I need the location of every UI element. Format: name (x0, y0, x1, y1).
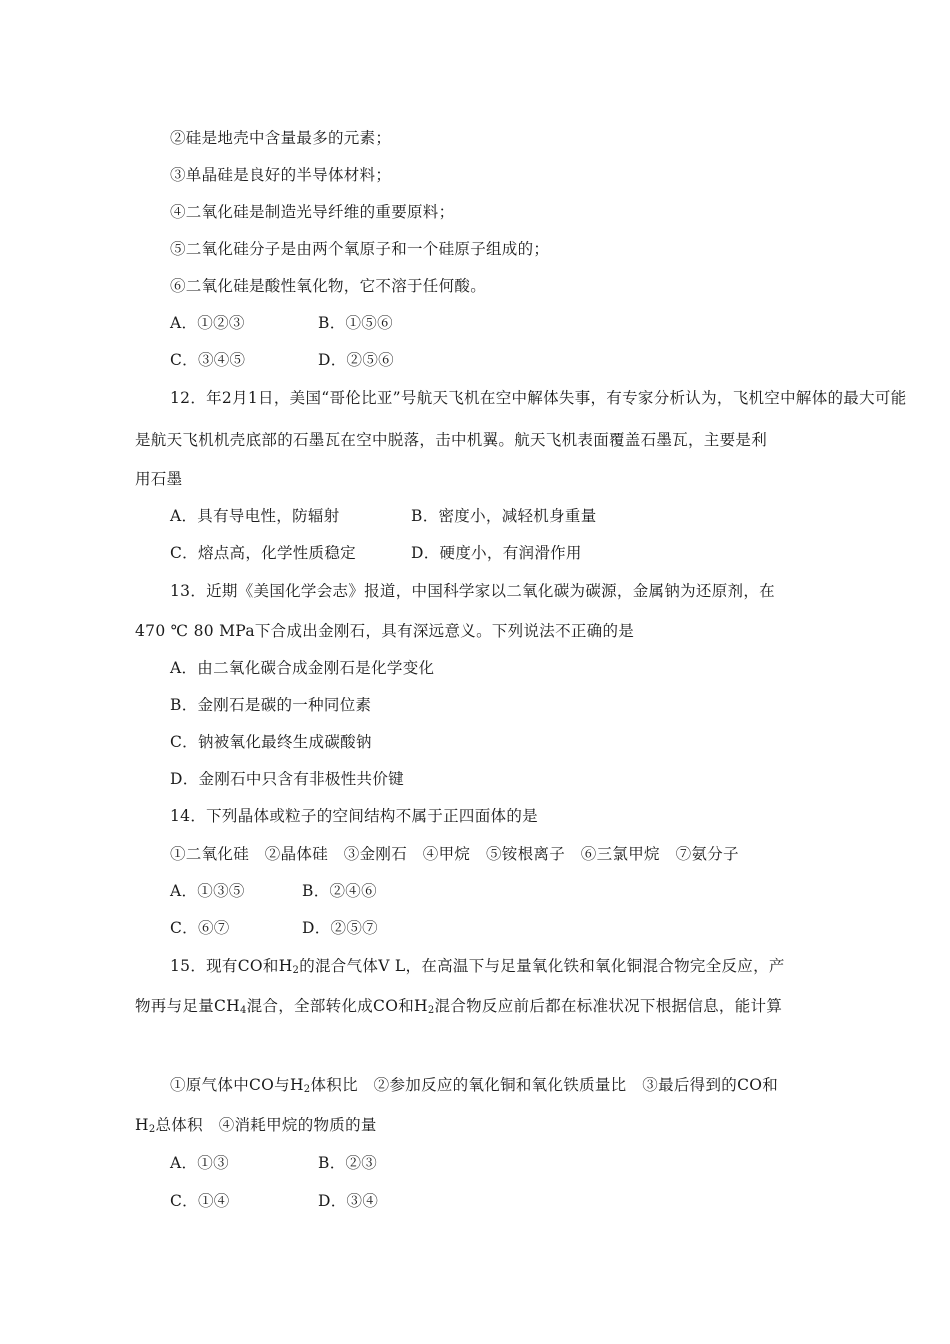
q13-option-d: D．金刚石中只含有非极性共价键 (170, 770, 404, 788)
q15-statements-line-2: $H_2$总体积 ④消耗甲烷的物质的量 (135, 1116, 377, 1135)
q12-option-b: B．密度小，减轻机身重量 (411, 507, 597, 525)
q14-stem: 14．下列晶体或粒子的空间结构不属于正四面体的是 (170, 807, 538, 825)
q15-stem-line-2: 物再与足量$CH_4$混合，全部转化成CO和$H_2$混合物反应前后都在标准状况下根据信息，能计算 (135, 997, 783, 1016)
q11-option-d: D．②⑤⑥ (318, 351, 394, 369)
q15-statements-line-1: ①原气体中CO与$H_2$体积比 ②参加反应的氧化铜和氧化铁质量比 ③最后得到的CO和 (170, 1076, 779, 1095)
q11-statement-4: ④二氧化硅是制造光导纤维的重要原料； (170, 203, 455, 221)
q14-option-a: A．①③⑤ (170, 882, 245, 900)
q15-option-c: C．①④ (170, 1192, 230, 1210)
q13-stem-line-2: 470 ℃ 80 MPa下合成出金刚石，具有深远意义。下列说法不正确的是 (135, 622, 635, 640)
q15-stem-line-1: 15．现有CO和$H_2$的混合气体V L，在高温下与足量氧化铁和氧化铜混合物完全反应，产 (170, 957, 785, 976)
q11-statement-6: ⑥二氧化硅是酸性氧化物，它不溶于任何酸。 (170, 277, 487, 295)
q12-stem-line-1: 12．年2月1日，美国“哥伦比亚”号航天飞机在空中解体失事，有专家分析认为，飞机空中解体的最大可能 (170, 389, 907, 407)
q14-items: ①二氧化硅 ②晶体硅 ③金刚石 ④甲烷 ⑤铵根离子 ⑥三氯甲烷 ⑦氨分子 (170, 845, 739, 863)
q11-statement-2: ②硅是地壳中含量最多的元素； (170, 129, 392, 147)
q12-stem-line-2: 是航天飞机机壳底部的石墨瓦在空中脱落，击中机翼。航天飞机表面覆盖石墨瓦，主要是利 (135, 431, 768, 449)
q15-option-b: B．②③ (318, 1154, 378, 1172)
q13-option-c: C．钠被氧化最终生成碳酸钠 (170, 733, 372, 751)
q12-stem-line-3: 用石墨 (135, 470, 183, 488)
q14-option-b: B．②④⑥ (302, 882, 377, 900)
q11-statement-3: ③单晶硅是良好的半导体材料； (170, 166, 392, 184)
q13-option-a: A．由二氧化碳合成金刚石是化学变化 (170, 659, 435, 677)
q14-option-d: D．②⑤⑦ (302, 919, 378, 937)
q11-option-b: B．①⑤⑥ (318, 314, 393, 332)
q13-stem-line-1: 13．近期《美国化学会志》报道，中国科学家以二氧化碳为碳源，金属钠为还原剂，在 (170, 582, 775, 600)
q12-option-d: D．硬度小，有润滑作用 (411, 544, 582, 562)
q12-option-c: C．熔点高，化学性质稳定 (170, 544, 356, 562)
q14-option-c: C．⑥⑦ (170, 919, 230, 937)
q15-option-d: D．③④ (318, 1192, 379, 1210)
q11-statement-5: ⑤二氧化硅分子是由两个氧原子和一个硅原子组成的； (170, 240, 550, 258)
q11-option-c: C．③④⑤ (170, 351, 246, 369)
q13-option-b: B．金刚石是碳的一种同位素 (170, 696, 372, 714)
q15-option-a: A．①③ (170, 1154, 229, 1172)
q12-option-a: A．具有导电性，防辐射 (170, 507, 340, 525)
q11-option-a: A．①②③ (170, 314, 245, 332)
